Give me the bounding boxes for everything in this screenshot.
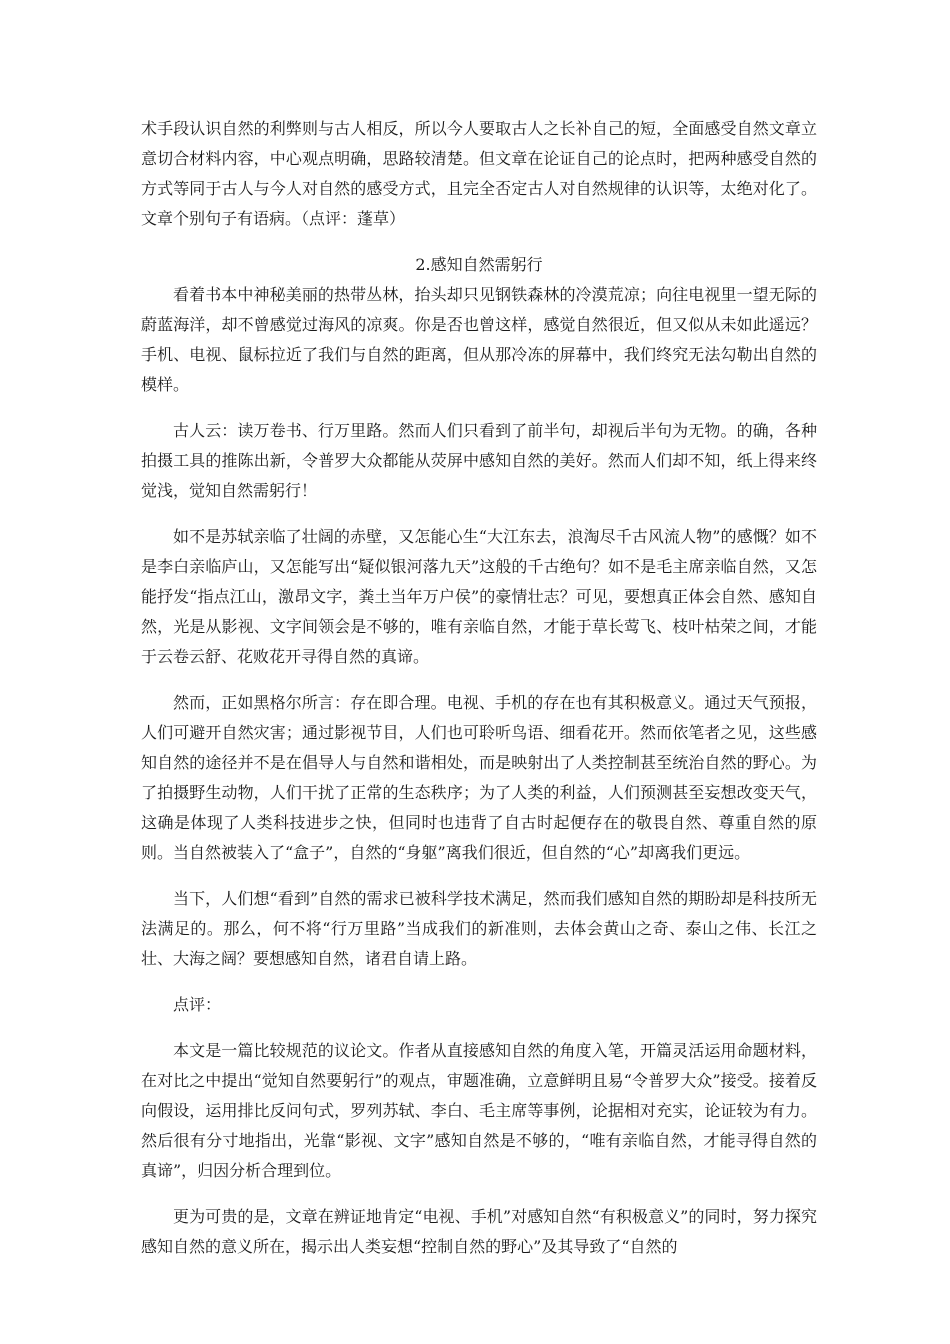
document-body <box>141 114 817 1262</box>
comment-paragraph-1: 本文是一篇比较规范的议论文。作者从直接感知自然的角度入笔，开篇灵活运用命题材料，在对比之中提出“觉知自然要躬行”的观点，审题准确，立意鲜明且易“令普罗大众”接受。接着反向假设，运用排比反问句式，罗列苏轼、李白、毛主席等事例，论据相对充实，论证较为有力。然后很有分寸地指出，光靠“影视、文字”感知自然是不够的，“唯有亲临自然，才能寻得自然的真谛”，归因分析合理到位。 <box>141 1041 817 1180</box>
essay-title: 2.感知自然需躬行 <box>415 255 543 274</box>
comment-heading: 点评： <box>173 995 222 1014</box>
paragraph-continuation: 术手段认识自然的利弊则与古人相反，所以今人要取古人之长补自己的短，全面感受自然文章立意切合材料内容，中心观点明确，思路较清楚。但文章在论证自己的论点时，把两种感受自然的方式等同于古人与今人对自然的感受方式，且完全否定古人对自然规律的认识等，太绝对化了。文章个别句子有语病。（点评：蓬草） <box>141 119 817 228</box>
paragraph-ancients: 古人云：读万卷书、行万里路。然而人们只看到了前半句，却视后半句为无物。的确，各种拍摄工具的推陈出新，令普罗大众都能从荧屏中感知自然的美好。然而人们却不知，纸上得来终觉浅，觉知自然需躬行！ <box>141 421 817 500</box>
paragraph-intro: 看着书本中神秘美丽的热带丛林，抬头却只见钢铁森林的冷漠荒凉；向往电视里一望无际的蔚蓝海洋，却不曾感觉过海风的凉爽。你是否也曾这样，感觉自然很近，但又似从未如此遥远？手机、电视、鼠标拉近了我们与自然的距离，但从那冷冻的屏幕中，我们终究无法勾勒出自然的模样。 <box>141 285 817 394</box>
comment-paragraph-2: 更为可贵的是，文章在辨证地肯定“电视、手机”对感知自然“有积极意义”的同时，努力探究感知自然的意义所在，揭示出人类妄想“控制自然的野心”及其导致了“自然的 <box>141 1207 817 1256</box>
paragraph-hegel: 然而，正如黑格尔所言：存在即合理。电视、手机的存在也有其积极意义。通过天气预报，人们可避开自然灾害；通过影视节目，人们也可聆听鸟语、细看花开。然而依笔者之见，这些感知自然的途径并不是在倡导人与自然和谐相处，而是映射出了人类控制甚至统治自然的野心。为了拍摄野生动物，人们干扰了正常的生态秩序；为了人类的利益，人们预测甚至妄想改变天气，这确是体现了人类科技进步之快，但同时也违背了自古时起便存在的敬畏自然、尊重自然的原则。当自然被装入了“盒子”，自然的“身躯”离我们很近，但自然的“心”却离我们更远。 <box>141 693 817 862</box>
paragraph-conclusion: 当下，人们想“看到”自然的需求已被科学技术满足，然而我们感知自然的期盼却是科技所无法满足的。那么，何不将“行万里路”当成我们的新准则，去体会黄山之奇、泰山之伟、长江之壮、大海之阔？要想感知自然，诸君自请上路。 <box>141 889 817 968</box>
paragraph-examples: 如不是苏轼亲临了壮阔的赤壁，又怎能心生“大江东去，浪淘尽千古风流人物”的感慨？如不是李白亲临庐山，又怎能写出“疑似银河落九天”这般的千古绝句？如不是毛主席亲临自然，又怎能抒发“指点江山，激昂文字，粪土当年万户侯”的豪情壮志？可见，要想真正体会自然、感知自然，光是从影视、文字间领会是不够的，唯有亲临自然，才能于草长莺飞、枝叶枯荣之间，才能于云卷云舒、花败花开寻得自然的真谛。 <box>141 527 817 666</box>
